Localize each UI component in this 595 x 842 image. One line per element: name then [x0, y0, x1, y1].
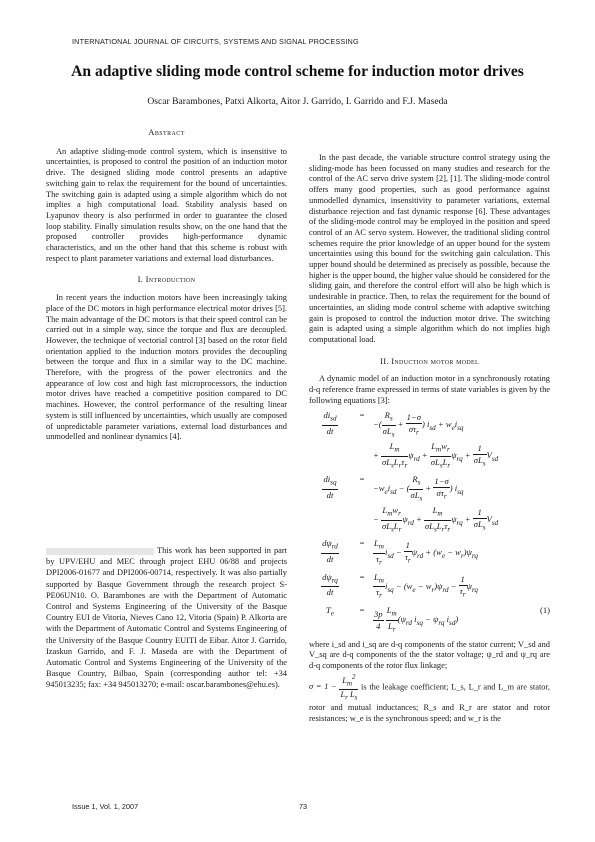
right-column: [309, 153, 550, 725]
model-where-2-wrap: σ = 1 − $\frac{L_m^2}{L_r L_s}$ is the leakage coefficient; L_s, L_r and L_m are stator, rotor and mutual inductances; R_s and R_r are stator and rotor resistances; w_e is the synchronous speed; and w_r is the: [309, 672, 551, 723]
footer-issue: Issue 1, Vol. 1, 2007: [72, 802, 139, 811]
abstract-heading: Abstract: [148, 127, 185, 137]
section-heading-introduction: I. Introduction: [137, 274, 196, 285]
equation-isq: $\frac{di_{sq}}{dt}$ = $-w_ei_{sd}$ − ( $\frac{R_s}{\sigma L_s}$ + $\frac{1-\sigma}{\sigma\tau_r}$ ) $i_{sq}$ − $\frac{L_mw_r}{\sigma L_sL_r}$ $\psi_{rd}$ + $\frac{L_m}{\sigma L_sL_r\tau_r}$ $\psi_{rq}$ + $\frac{1}{\sigma L_s}$ $V_{sd}$: [323, 474, 499, 534]
footnote-text: This work has been supported in part by UPV/EHU and MEC through project EHU 06/88 and projects DPI2006-01677 and DPI2006-00714, respectively. It was also partially supported by Basque Government through the research project S-PE06UN10. O. Barambones are with the Department of Automatic Control and Systems Engineering of the University of the Basque Country EUI de Vitoria, Nieves Cano 12, Vitoria (Spain) P. Alkorta are with the Department of Automatic Control and Systems Engineering of the University of the Basque Country EUITI de Eibar. Aitor J. Garrido, Izaskun Garrido, and F. J. Maseda are with the Department of Automatic Control and Systems Engineering of the University of the Basque Country, Bilbao, Spain (corresponding author tel: +34 945013235; fax: +34 945013270; e-mail: oscar.barambones@ehu.es).: [46, 546, 287, 690]
equation-psi-rq: $\frac{d\psi_{rq}}{dt}$ = $\frac{L_m}{\tau_r}$ $i_{sq} - (w_e - w_r)\psi_{rd}$ − $\frac{1}{\tau_r}$ $\psi_{rq}$: [322, 571, 478, 601]
model-intro: A dynamic model of an induction motor in a synchronously rotating d-q reference frame expressed in terms of state variables is given by the following equations [3]:: [309, 374, 550, 405]
left-column: [46, 127, 287, 443]
footer-page-number: 73: [299, 802, 308, 811]
model-where-2: is the leakage coefficient; L_s, L_r and L_m are stator, rotor and mutual inductances; R_s and R_r are stator and rotor resistances; w_e is the synchronous speed; and w_r is the: [309, 682, 551, 723]
journal-header: INTERNATIONAL JOURNAL OF CIRCUITS, SYSTEMS AND SIGNAL PROCESSING: [72, 37, 359, 46]
section-heading-model: II. Induction motor model: [380, 355, 479, 366]
model-where-1: where i_sd and i_sq are d-q components of the stator current; V_sd and V_sq are d-q components of the the stator voltage; ψ_rd and ψ_rq are d-q components of the rotor flux linkage;: [309, 639, 550, 670]
equation-number: (1): [539, 605, 550, 616]
equation-torque: $T_e$ = $\frac{3p}{4}$ $\frac{L_m}{L_r}$ ($\psi_{rd}$ $i_{sq} - \psi_{rq}$ $i_{sd}$) (1): [326, 605, 550, 634]
footnote-rule: [46, 548, 154, 555]
introduction-paragraph-1: In recent years the induction motors have been increasingly taking place of the DC motors in high performance electrical motor drives [5]. The main advantage of the DC motors is that their speed control can be carried out in a simple way, since the torque and flux are decoupled. However, the technique of vectorial control [3] based on the rotor field orientation applied to the induction motors provides the decoupling between the torque and flux in a similar way to the DC machine. Therefore, with the progress of the power electronics and the appearance of low cost and high fast microprocessors, the induction motor drives have reached a competitive position compared to DC machines. However, the control performance of the resulting linear system is still influenced by uncertainties, which usually are composed of unpredictable parameter variations, external load disturbances and unmodelled and nonlinear dynamics [4].: [46, 293, 287, 442]
abstract-text: An adaptive sliding-mode control system, which is insensitive to uncertainties, is proposed to control the position of an induction motor drive. The designed sliding mode control presents an adaptive switching gain to relax the requirement for the bound of uncertainties. The switching gain is adapted using a simple algorithm which do not implies a high computational load. Stability analysis based on Lyapunov theory is also performed in order to guarantee the closed loop stability. Finally simulation results show, on the one hand that the proposed controller provides high-performance dynamic characteristics, and on the other hand that this scheme is robust with respect to plant parameter variations and external load disturbances.: [46, 146, 287, 263]
introduction-paragraph-2: In the past decade, the variable structure control strategy using the sliding-mode has been focussed on many studies and research for the control of the AC servo drive system [2], [1]. The sliding-mode control offers many good properties, such as good performance against unmodelled dynamics, insensitivity to parameter variations, external disturbance rejection and fast dynamic response [6]. These advantages of the sliding-mode control may be employed in the position and speed control of an AC servo system. However, the traditional sliding control schemes require the prior knowledge of an upper bound for the system uncertainties using this bound for the switching gain calculation. This upper bound should be determined as precisely as possible, because the higher is the upper bound, the higher value should be considered for the sliding gain, and therefore the control effort will also be high which is undesirable in practice. Then, to relax the requirement for the bound of uncertainties, an sliding mode control scheme with adaptive switching gain is proposed to control the induction motor drive. The switching gain is adapted using a simple algorithm which do not implies high computational load.: [309, 153, 550, 344]
paper-authors: Oscar Barambones, Patxi Alkorta, Aitor J. Garrido, I. Garrido and F.J. Maseda: [147, 96, 448, 107]
footnote: [46, 545, 287, 691]
abstract: [46, 147, 287, 265]
equation-psi-rd: $\frac{d\psi_{rd}}{dt}$ = $\frac{L_m}{\tau_r}$ $i_{sd}$ − $\frac{1}{\tau_r}$ $\psi_{rd} + (w_e - w_r)\psi_{rq}$: [322, 538, 478, 567]
equation-isd: $\frac{di_{sd}}{dt}$ = −( $\frac{R_s}{\sigma L_s}$ + $\frac{1-\sigma}{\sigma\tau_r}$ ) $i_{sd} + w_ei_{sq}$ + $\frac{L_m}{\sigma L_sL_r\tau_r}$ $\psi_{rd}$ + $\frac{L_mw_r}{\sigma L_sL_r}$ $\psi_{rq}$ + $\frac{1}{\sigma L_s}$ $V_{sd}$: [323, 410, 499, 470]
state-equations: [309, 410, 550, 635]
paper-title: An adaptive sliding mode control scheme for induction motor drives: [71, 63, 524, 80]
